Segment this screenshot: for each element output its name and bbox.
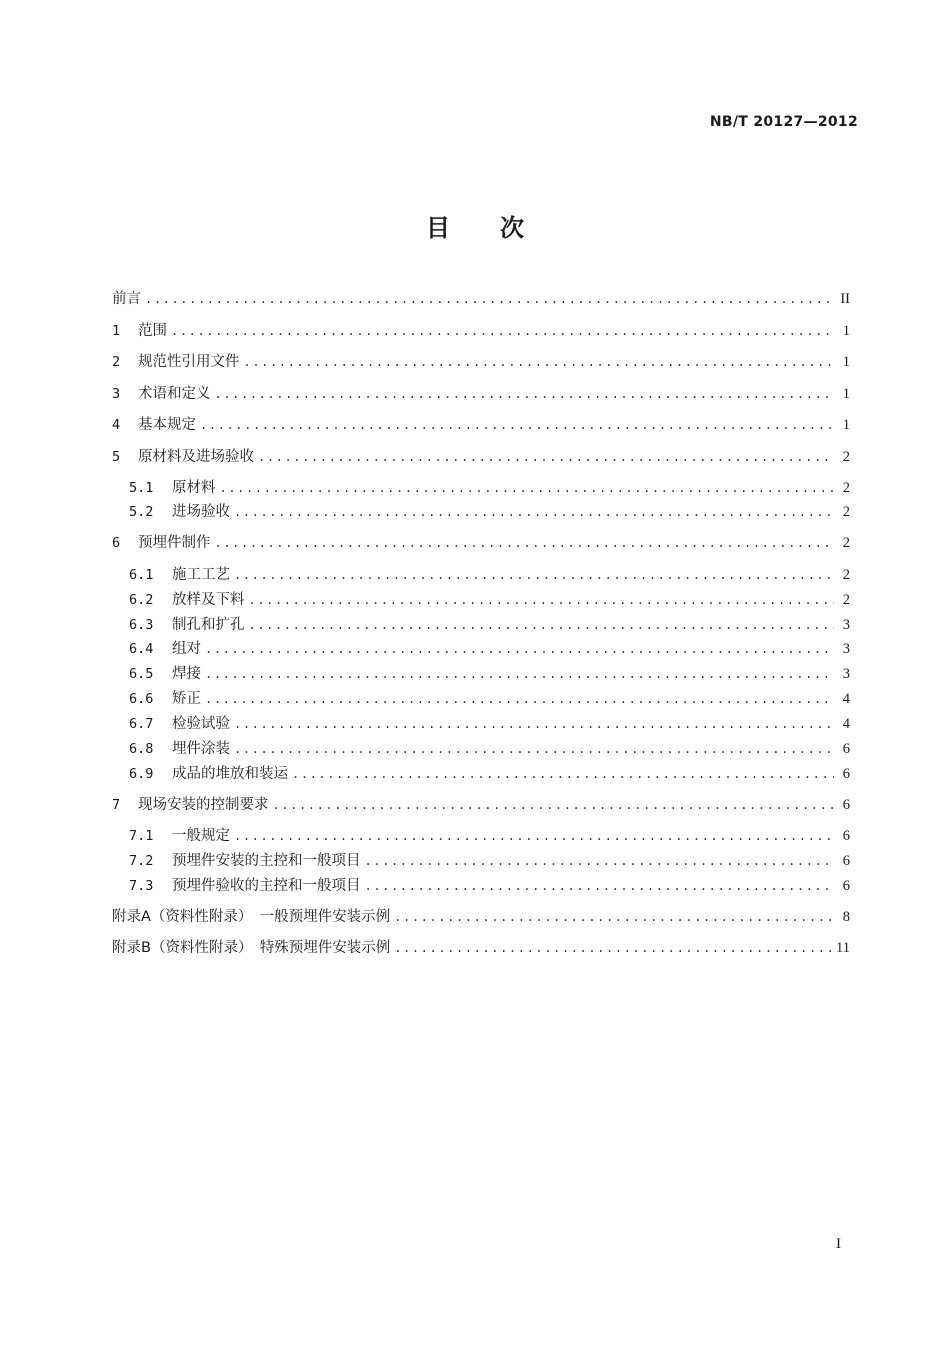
toc-entry[interactable] — [129, 589, 850, 611]
toc-entry-label: 术语和定义 — [138, 386, 211, 402]
toc-entry-number: 6.8 — [129, 741, 154, 757]
dot-leader — [215, 532, 835, 554]
toc-entry-label: 制孔和扩孔 — [172, 617, 245, 633]
toc-entry-label: 预埋件安装的主控和一般项目 — [172, 853, 361, 869]
toc-entry-label: 埋件涂装 — [172, 741, 230, 757]
toc-entry-page: 6 — [842, 766, 850, 782]
toc-entry-number: 7.1 — [129, 828, 154, 844]
toc-entry-page: 2 — [842, 535, 850, 551]
dot-leader — [365, 850, 835, 872]
toc-entry-page: 1 — [842, 417, 850, 433]
toc-entry-number: 2 — [112, 354, 121, 370]
dot-leader — [234, 501, 834, 523]
toc-entry[interactable] — [129, 738, 850, 760]
toc-entry-label: 附录B（资料性附录） 特殊预埋件安装示例 — [112, 940, 391, 956]
dot-leader — [394, 937, 832, 959]
toc-entry[interactable] — [129, 564, 850, 586]
toc-entry-label: 基本规定 — [138, 417, 196, 433]
toc-entry-page: II — [840, 291, 850, 307]
toc-entry[interactable] — [129, 688, 850, 710]
dot-leader — [258, 446, 834, 468]
dot-leader — [365, 875, 835, 897]
dot-leader — [171, 320, 834, 342]
toc-entry-label: 现场安装的控制要求 — [138, 797, 269, 813]
toc-entry[interactable] — [112, 414, 850, 436]
page-title: 目次 — [426, 214, 574, 242]
toc-entry-page: 1 — [842, 386, 850, 402]
toc-entry-number: 6.6 — [129, 691, 154, 707]
toc-entry[interactable] — [112, 383, 850, 405]
toc-entry-page: 2 — [842, 592, 850, 608]
toc-entry-label: 进场验收 — [172, 504, 230, 520]
dot-leader — [200, 414, 834, 436]
toc-entry-label: 原材料及进场验收 — [138, 449, 254, 465]
toc-entry-page: 8 — [842, 909, 850, 925]
dot-leader — [215, 383, 835, 405]
toc-entry-number: 6.5 — [129, 666, 154, 682]
toc-entry-number: 6.1 — [129, 567, 154, 583]
toc-entry-page: 2 — [842, 449, 850, 465]
toc-entry-page: 3 — [842, 641, 850, 657]
toc-entry[interactable] — [129, 501, 850, 523]
toc-entry[interactable] — [129, 713, 850, 735]
toc-entry[interactable] — [112, 794, 850, 816]
toc-entry[interactable] — [129, 825, 850, 847]
toc-entry[interactable] — [112, 906, 850, 928]
toc-entry-label: 原材料 — [172, 480, 216, 496]
dot-leader — [234, 825, 834, 847]
toc-entry-label: 焊接 — [172, 666, 201, 682]
toc-entry[interactable] — [112, 351, 850, 373]
toc-entry-number: 6.4 — [129, 641, 154, 657]
toc-entry[interactable] — [129, 875, 850, 897]
dot-leader — [234, 564, 834, 586]
toc-entry-number: 1 — [112, 323, 121, 339]
dot-leader — [205, 638, 834, 660]
toc-entry[interactable] — [112, 320, 850, 342]
dot-leader — [234, 738, 834, 760]
toc-entry[interactable] — [112, 532, 850, 554]
toc-entry-page: 3 — [842, 666, 850, 682]
toc-entry-label: 范围 — [138, 323, 167, 339]
dot-leader — [249, 614, 835, 636]
toc-entry-page: 11 — [836, 940, 850, 956]
toc-entry-page: 4 — [842, 716, 850, 732]
toc-entry-page: 6 — [842, 828, 850, 844]
toc-entry-number: 3 — [112, 386, 121, 402]
toc-entry-label: 预埋件验收的主控和一般项目 — [172, 878, 361, 894]
toc-entry[interactable] — [129, 763, 850, 785]
toc-entry-page: 2 — [842, 504, 850, 520]
toc-entry-number: 6.3 — [129, 617, 154, 633]
toc-entry-number: 7.2 — [129, 853, 154, 869]
dot-leader — [220, 477, 835, 499]
toc-entry-page: 3 — [842, 617, 850, 633]
toc-entry-number: 6.7 — [129, 716, 154, 732]
standard-code: NB/T 20127—2012 — [709, 114, 858, 130]
toc-entry-number: 5.1 — [129, 480, 154, 496]
toc-entry-label: 组对 — [172, 641, 201, 657]
dot-leader — [145, 288, 834, 310]
dot-leader — [273, 794, 835, 816]
toc-entry-number: 7.3 — [129, 878, 154, 894]
toc-entry-label: 一般规定 — [172, 828, 230, 844]
toc-entry-page: 1 — [842, 323, 850, 339]
dot-leader — [249, 589, 835, 611]
toc-entry-label: 矫正 — [172, 691, 201, 707]
toc-entry-number: 4 — [112, 417, 121, 433]
dot-leader — [244, 351, 835, 373]
toc-entry-number: 6.9 — [129, 766, 154, 782]
toc-entry[interactable] — [129, 638, 850, 660]
dot-leader — [205, 663, 834, 685]
toc-entry-label: 放样及下料 — [172, 592, 245, 608]
toc-entry-label: 成品的堆放和装运 — [172, 766, 288, 782]
toc-entry-label: 施工工艺 — [172, 567, 230, 583]
toc-entry-page: 6 — [842, 878, 850, 894]
page-number: I — [836, 1236, 841, 1252]
toc-entry[interactable] — [129, 663, 850, 685]
dot-leader — [292, 763, 834, 785]
toc-entry-page: 6 — [842, 853, 850, 869]
toc-entry-label: 前言 — [112, 291, 141, 307]
dot-leader — [234, 713, 834, 735]
toc-entry-label: 规范性引用文件 — [138, 354, 240, 370]
toc-entry-page: 6 — [842, 741, 850, 757]
dot-leader — [394, 906, 834, 928]
toc-entry-number: 6.2 — [129, 592, 154, 608]
toc-entry-number: 6 — [112, 535, 121, 551]
toc-entry-label: 预埋件制作 — [138, 535, 211, 551]
toc-entry-page: 6 — [842, 797, 850, 813]
toc-entry[interactable] — [112, 446, 850, 468]
toc-entry-label: 检验试验 — [172, 716, 230, 732]
toc-entry[interactable] — [129, 614, 850, 636]
toc-entry-number: 5.2 — [129, 504, 154, 520]
toc-entry-number: 5 — [112, 449, 121, 465]
toc-entry-page: 2 — [842, 480, 850, 496]
toc-entry[interactable] — [129, 477, 850, 499]
toc-entry[interactable] — [112, 937, 850, 959]
toc-entry-label: 附录A（资料性附录） 一般预埋件安装示例 — [112, 909, 391, 925]
dot-leader — [205, 688, 834, 710]
toc-entry-number: 7 — [112, 797, 121, 813]
toc-entry[interactable] — [129, 850, 850, 872]
toc-entry-page: 1 — [842, 354, 850, 370]
toc-entry[interactable] — [112, 288, 850, 310]
toc-entry-page: 2 — [842, 567, 850, 583]
toc-entry-page: 4 — [842, 691, 850, 707]
